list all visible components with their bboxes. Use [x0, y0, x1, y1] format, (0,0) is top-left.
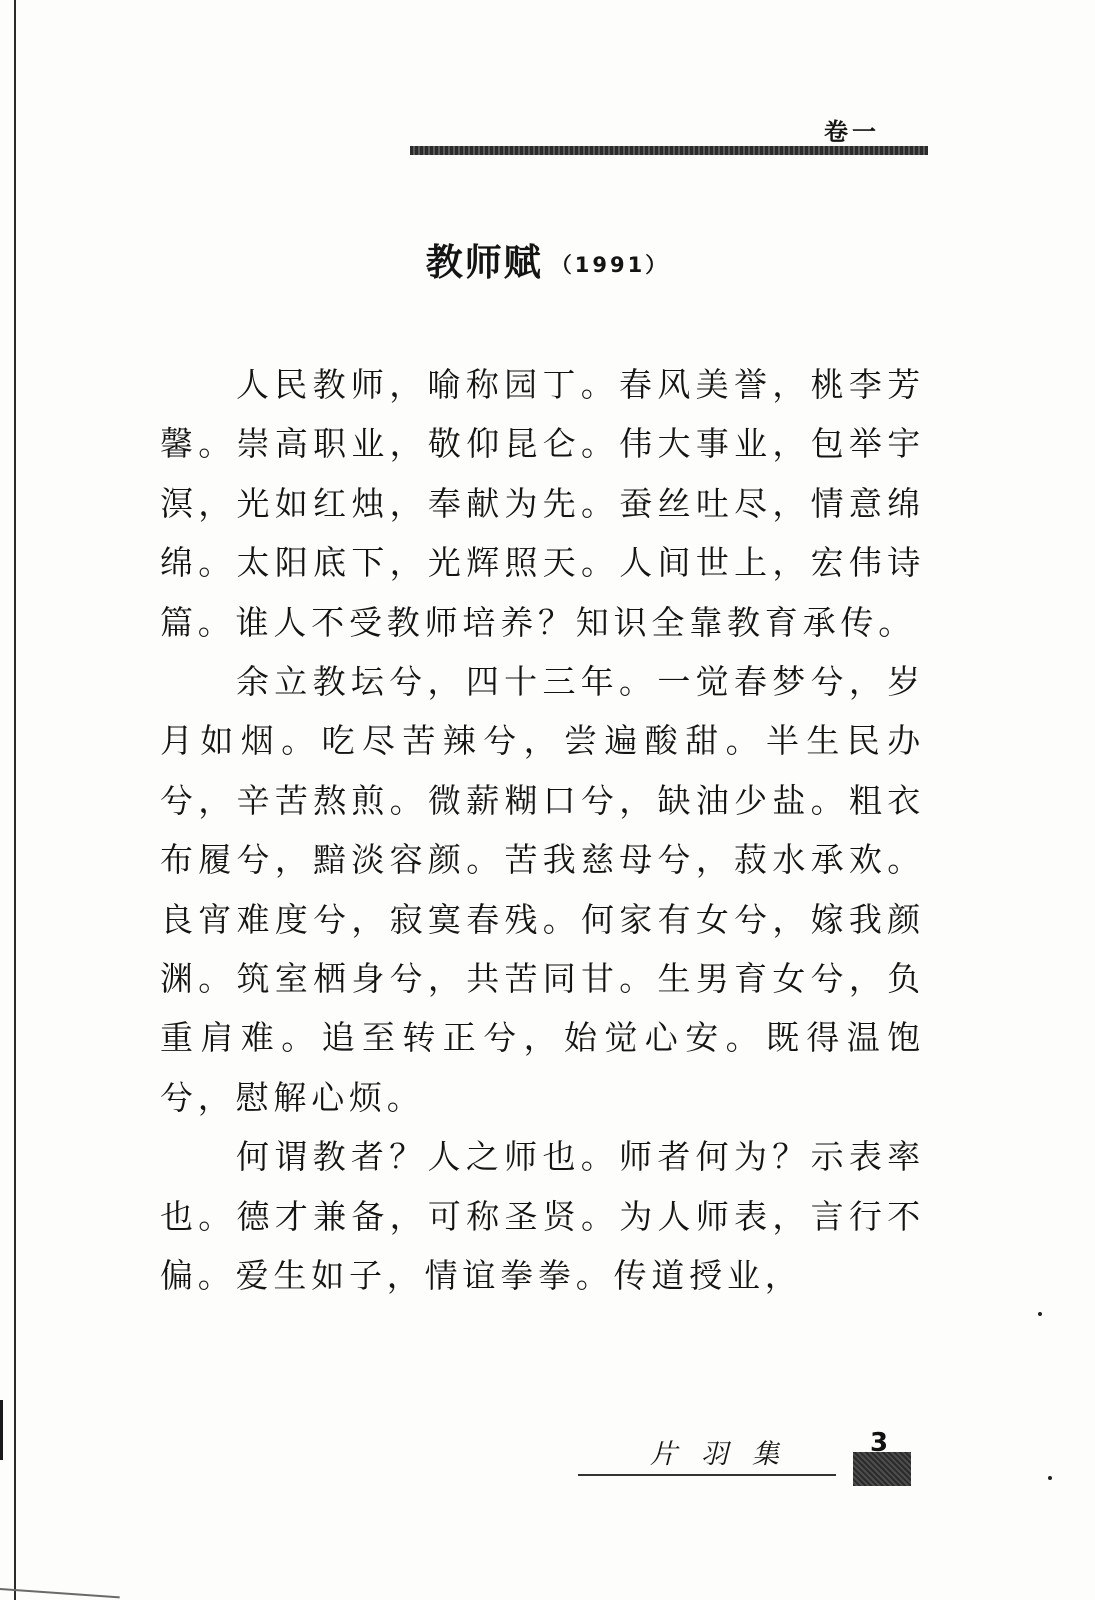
scan-speck [1038, 1312, 1042, 1316]
footer-book-title: 片羽集 [650, 1439, 803, 1470]
scan-bottom-edge [0, 1588, 120, 1598]
body-text [160, 355, 925, 1306]
page-number: 3 [870, 1428, 889, 1458]
scan-binding-mark [0, 1400, 3, 1460]
page-title [0, 232, 1095, 286]
running-head: 卷一 [824, 118, 880, 146]
footer-rule [578, 1474, 836, 1476]
paragraph-3: 何谓教者？人之师也。师者何为？示表率也。德才兼备，可称圣贤。为人师表，言行不偏。爱生如子，情谊拳拳。传道授业， [160, 1137, 925, 1296]
paragraph-1: 人民教师，喻称园丁。春风美誉，桃李芳馨。崇高职业，敬仰昆仑。伟大事业，包举宇溟，光如红烛，奉献为先。蚕丝吐尽，情意绵绵。太阳底下，光辉照天。人间世上，宏伟诗篇。谁人不受教师培养？知识全靠教育承传。 [160, 365, 925, 642]
header-rule [410, 146, 928, 155]
scan-speck [1048, 1476, 1052, 1480]
title-text: 教师赋 [425, 241, 543, 284]
paragraph-2: 余立教坛兮，四十三年。一觉春梦兮，岁月如烟。吃尽苦辣兮，尝遍酸甜。半生民办兮，辛苦熬煎。微薪糊口兮，缺油少盐。粗衣布履兮，黯淡容颜。苦我慈母兮，菽水承欢。良宵难度兮，寂寞春残。何家有女兮，嫁我颜渊。筑室栖身兮，共苦同甘。生男育女兮，负重肩难。追至转正兮，始觉心安。既得温饱兮，慰解心烦。 [160, 662, 925, 1117]
title-year: （1991） [550, 253, 670, 277]
